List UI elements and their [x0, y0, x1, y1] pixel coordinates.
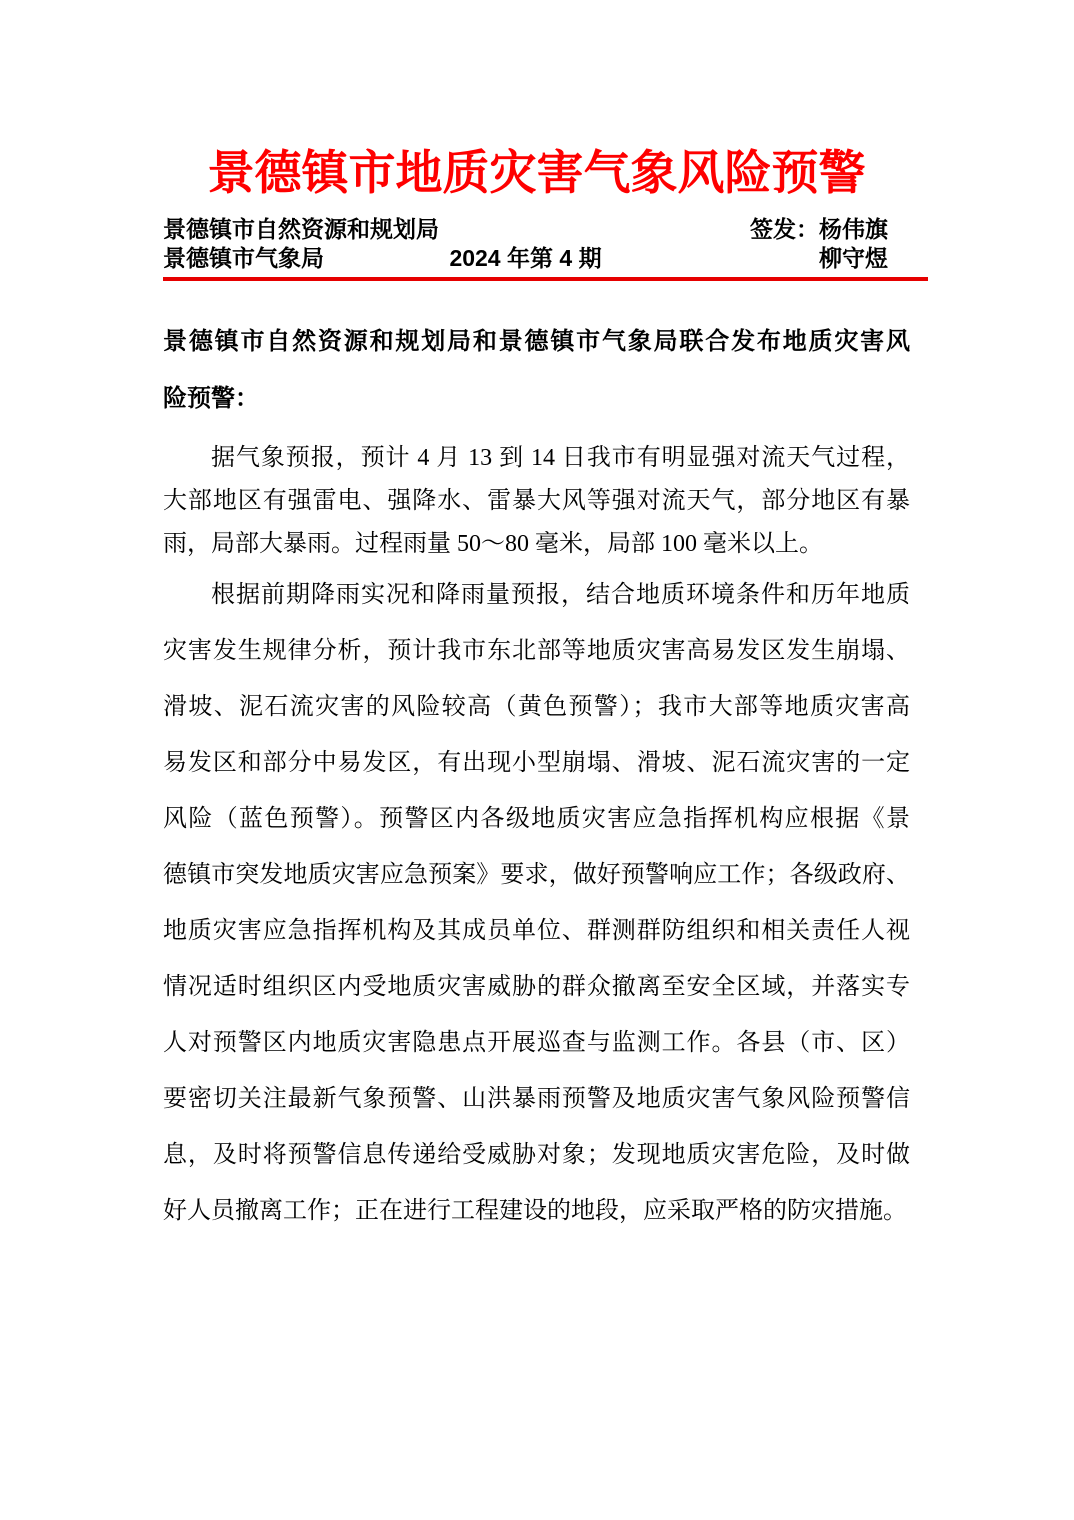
- text-line: 雨，局部大暴雨。过程雨量 50～80 毫米，局部 100 毫米以上。: [163, 531, 823, 557]
- text-line: 据气象预报，预计 4 月 13 到 14 日我市有明显强对流天气过程，: [211, 445, 910, 471]
- text-line: 息，及时将预警信息传递给受威胁对象；发现地质灾害危险，及时做: [163, 1142, 910, 1168]
- text-line: 易发区和部分中易发区，有出现小型崩塌、滑坡、泥石流灾害的一定: [163, 750, 910, 776]
- text-line: 滑坡、泥石流灾害的风险较高（黄色预警）；我市大部等地质灾害高: [163, 694, 910, 720]
- paragraph-risk-warning: [163, 567, 910, 1239]
- issue-number: 2024 年第 4 期: [449, 245, 602, 271]
- text-line: 好人员撤离工作；正在进行工程建设的地段，应采取严格的防灾措施。: [163, 1198, 907, 1224]
- signer-line-2: 柳守煜: [819, 245, 889, 271]
- document-body: [163, 313, 1074, 1239]
- masthead-divider-rule: [163, 277, 928, 281]
- text-line: 人对预警区内地质灾害隐患点开展巡查与监测工作。各县（市、区）: [163, 1030, 910, 1056]
- text-line: 地质灾害应急指挥机构及其成员单位、群测群防组织和相关责任人视: [163, 918, 910, 944]
- text-line: 险预警：: [163, 385, 259, 412]
- text-line: 大部地区有强雷电、强降水、雷暴大风等强对流天气，部分地区有暴: [163, 488, 910, 514]
- masthead-row-1: [163, 215, 910, 244]
- text-line: 德镇市突发地质灾害应急预案》要求，做好预警响应工作；各级政府、: [163, 862, 910, 888]
- text-line: 要密切关注最新气象预警、山洪暴雨预警及地质灾害气象风险预警信: [163, 1086, 910, 1112]
- text-line: 灾害发生规律分析，预计我市东北部等地质灾害高易发区发生崩塌、: [163, 638, 910, 664]
- text-line: 情况适时组织区内受地质灾害威胁的群众撤离至安全区域，并落实专: [163, 974, 910, 1000]
- signer-line-1: 签发：杨伟旗: [750, 216, 888, 242]
- intro-paragraph: [163, 313, 910, 427]
- issuer-line-2: 景德镇市气象局: [163, 245, 324, 271]
- document-title: 景德镇市地质灾害气象风险预警: [207, 148, 866, 200]
- masthead-row-2: [163, 244, 910, 273]
- text-line: 根据前期降雨实况和降雨量预报，结合地质环境条件和历年地质: [211, 582, 910, 608]
- masthead: [163, 215, 910, 273]
- issuer-line-1: 景德镇市自然资源和规划局: [163, 216, 439, 242]
- text-line: 风险（蓝色预警）。预警区内各级地质灾害应急指挥机构应根据《景: [163, 806, 910, 832]
- text-line: 景德镇市自然资源和规划局和景德镇市气象局联合发布地质灾害风: [163, 328, 910, 355]
- paragraph-weather-forecast: [163, 437, 910, 566]
